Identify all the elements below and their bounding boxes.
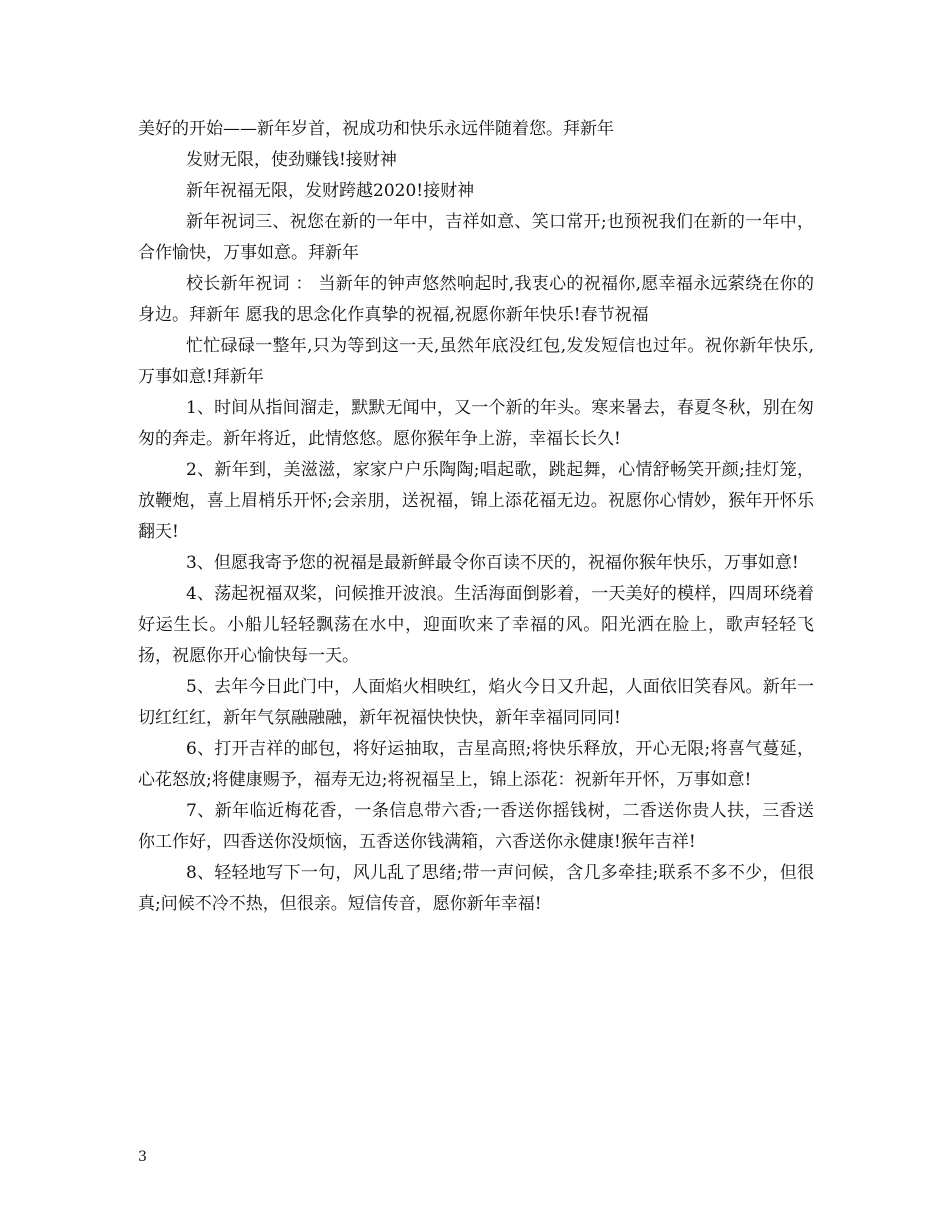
paragraph: 2、新年到，美滋滋，家家户户乐陶陶;唱起歌，跳起舞，心情舒畅笑开颜;挂灯笼，放鞭炮，喜上眉梢乐开怀;会亲朋，送祝福，锦上添花福无边。祝愿你心情妙，猴年开怀乐翻天! (138, 460, 814, 542)
paragraph: 校长新年祝词 ： 当新年的钟声悠然响起时,我衷心的祝福你,愿幸福永远萦绕在你的身边。拜新年 愿我的思念化作真挚的祝福,祝愿你新年快乐!春节祝福 (138, 274, 814, 325)
paragraph: 6、打开吉祥的邮包，将好运抽取，吉星高照;将快乐释放，开心无限;将喜气蔓延，心花怒放;将健康赐予，福寿无边;将祝福呈上，锦上添花：祝新年开怀，万事如意! (138, 739, 814, 790)
paragraph: 忙忙碌碌一整年,只为等到这一天,虽然年底没红包,发发短信也过年。祝你新年快乐,万事如意!拜新年 (138, 336, 814, 387)
paragraph: 新年祝词三、祝您在新的一年中，吉祥如意、笑口常开;也预祝我们在新的一年中，合作愉快，万事如意。拜新年 (138, 212, 814, 263)
paragraph: 新年祝福无限，发财跨越2020!接财神 (186, 181, 475, 201)
paragraph: 8、轻轻地写下一句，风儿乱了思绪;带一声问候，含几多牵挂;联系不多不少，但很真;问候不冷不热，但很亲。短信传音，愿你新年幸福! (138, 863, 814, 914)
paragraph: 发财无限，使劲赚钱!接财神 (186, 150, 397, 170)
document-body (138, 114, 814, 920)
paragraph: 1、时间从指间溜走，默默无闻中，又一个新的年头。寒来暑去，春夏冬秋，别在匆匆的奔走。新年将近，此情悠悠。愿你猴年争上游，幸福长长久! (138, 398, 814, 449)
paragraph: 5、去年今日此门中，人面焰火相映红，焰火今日又升起，人面依旧笑春风。新年一切红红红，新年气氛融融融，新年祝福快快快，新年幸福同同同! (138, 677, 814, 728)
paragraph: 美好的开始——新年岁首，祝成功和快乐永远伴随着您。拜新年 (138, 119, 614, 139)
page-number: 3 (138, 1149, 147, 1165)
paragraph: 7、新年临近梅花香，一条信息带六香;一香送你摇钱树，二香送你贵人扶，三香送你工作好，四香送你没烦恼，五香送你钱满箱，六香送你永健康!猴年吉祥! (138, 801, 814, 852)
paragraph: 3、但愿我寄予您的祝福是最新鲜最令你百读不厌的，祝福你猴年快乐，万事如意! (186, 553, 799, 573)
paragraph: 4、荡起祝福双桨，问候推开波浪。生活海面倒影着，一天美好的模样，四周环绕着好运生长。小船儿轻轻飘荡在水中，迎面吹来了幸福的风。阳光洒在脸上，歌声轻轻飞扬，祝愿你开心愉快每一天。 (138, 584, 814, 666)
